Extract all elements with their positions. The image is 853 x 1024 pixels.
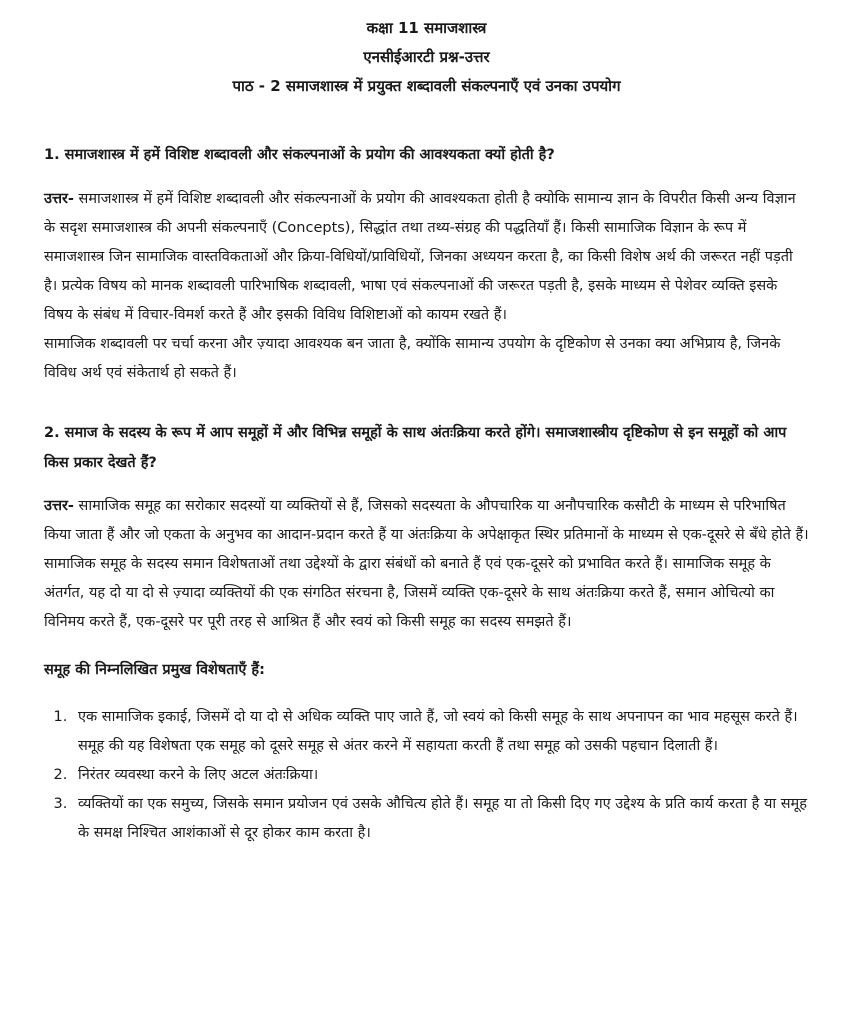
answer-1-paragraph-1 [44, 185, 809, 330]
list-item: 1. एक सामाजिक इकाई, जिसमें दो या दो से अधिक व्यक्ति पाए जाते हैं, जो स्वयं को किसी समूह के साथ अपनापन का भाव महसूस करते हैं। समूह की यह विशेषता एक समूह को दूसरे समूह से अंतर करने में सहायता करती हैं तथा समूह को उसकी पहचान दिलाती हैं। [72, 703, 809, 761]
chapter-title: पाठ - 2 समाजशास्त्र में प्रयुक्त शब्दावली संकल्पनाएँ एवं उनका उपयोग [232, 77, 621, 95]
features-list [44, 703, 809, 848]
document-header [44, 14, 809, 101]
answer-label: उत्तर- [44, 498, 74, 514]
answer-2-paragraph-1 [44, 492, 809, 550]
list-item: 2. निरंतर व्यवस्था करने के लिए अटल अंतःक्रिया। [72, 761, 809, 790]
subtitle: एनसीईआरटी प्रश्न-उत्तर [363, 48, 490, 66]
answer-1-text: समाजशास्त्र में हमें विशिष्ट शब्दावली और संकल्पनाओं के प्रयोग की आवश्यकता होती है क्योकि सामान्य ज्ञान के विपरीत किसी अन्य विज्ञान के सदृश समाजशास्त्र की अपनी संकल्पनाएँ (Concepts), सिद्धांत तथा तथ्य-संग्रह की पद्धतियाँ हैं। किसी सामाजिक विज्ञान के रूप में समाजशास्त्र जिन सामाजिक वास्तविकताओं और क्रिया-विधियों/प्राविधियों, जिनका अध्ययन करता है, का किसी विशेष अर्थ की जरूरत नहीं पड़ती है। प्रत्येक विषय को मानक शब्दावली पारिभाषिक शब्दावली, भाषा एवं संकल्पनाओं की जरूरत पड़ती है, इसके माध्यम से पेशेवर व्यक्ति इसके विषय के संबंध में विचार-विमर्श करते हैं और इसकी विविध विशिष्टाओं को कायम रखते हैं। [44, 191, 796, 323]
answer-2-text: सामाजिक समूह का सरोकार सदस्यों या व्यक्तियों से हैं, जिसको सदस्यता के औपचारिक या अनौपचारिक कसौटी के माध्यम से परिभाषित किया जाता हैं और जो एकता के अनुभव का आदान-प्रदान करते हैं या अंतःक्रिया के अपेक्षाकृत स्थिर प्रतिमानों के माध्यम से एक-दूसरे से बँधे होते हैं। [44, 498, 809, 543]
answer-label: उत्तर- [44, 191, 74, 207]
question-2: 2. समाज के सदस्य के रूप में आप समूहों में और विभिन्न समूहों के साथ अंतःक्रिया करते होंगे। समाजशास्त्रीय दृष्टिकोण से इन समूहों को आप किस प्रकार देखते हैं? [44, 425, 787, 471]
list-item: 3. व्यक्तियों का एक समुच्य, जिसके समान प्रयोजन एवं उसके औचित्य होते हैं। समूह या तो किसी दिए गए उद्देश्य के प्रति कार्य करता है या समूह के समक्ष निश्चित आशंकाओं से दूर होकर काम करता है। [72, 790, 809, 848]
features-heading: समूह की निम्नलिखित प्रमुख विशेषताएँ हैं: [44, 662, 265, 678]
answer-2-paragraph-2: सामाजिक समूह के सदस्य समान विशेषताओं तथा उद्देश्यों के द्वारा संबंधों को बनाते हैं एवं एक-दूसरे को प्रभावित करते हैं। सामाजिक समूह के अंतर्गत, यह दो या दो से ज़्यादा व्यक्तियों की एक संगठित संरचना है, जिसमें व्यक्ति एक-दूसरे के साथ अंतःक्रिया करते हैं, समान ओचित्यो का विनिमय करते हैं, एक-दूसरे पर पूरी तरह से आश्रित हैं और स्वयं को किसी समूह का सदस्य समझते हैं। [44, 556, 775, 630]
answer-1-paragraph-2: सामाजिक शब्दावली पर चर्चा करना और ज़्यादा आवश्यक बन जाता है, क्योंकि सामान्य उपयोग के दृष्टिकोण से उनका क्या अभिप्राय है, जिनके विविध अर्थ एवं संकेतार्थ हो सकते हैं। [44, 336, 781, 381]
class-title: कक्षा 11 समाजशास्त्र [366, 19, 487, 37]
question-1: 1. समाजशास्त्र में हमें विशिष्ट शब्दावली और संकल्पनाओं के प्रयोग की आवश्यकता क्यों होती है? [44, 147, 555, 163]
